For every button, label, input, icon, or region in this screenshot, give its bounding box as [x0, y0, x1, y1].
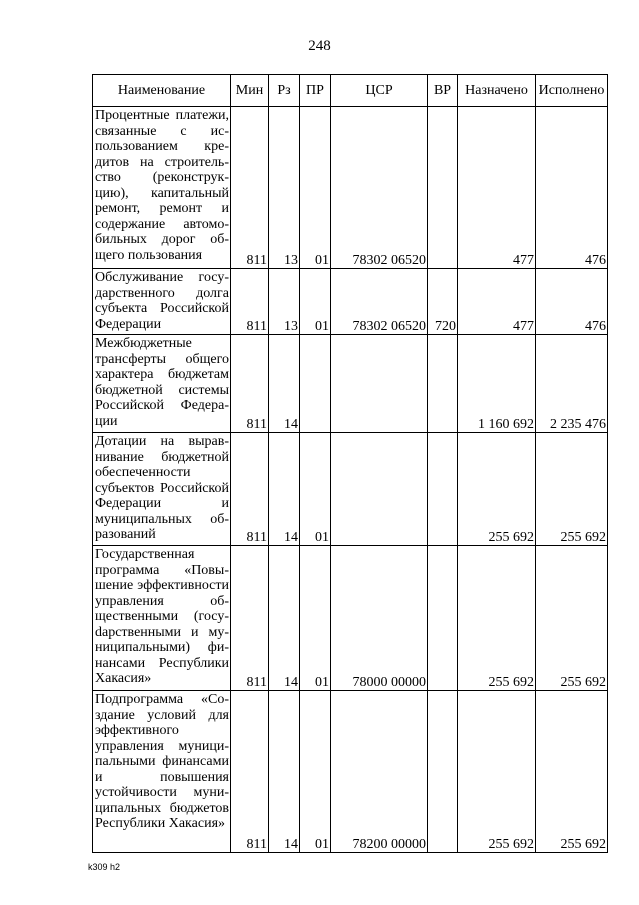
row-vr: 720: [428, 269, 458, 335]
row-pr: 01: [300, 433, 331, 546]
row-rz: 14: [269, 546, 300, 691]
header-executed: Исполнено: [536, 75, 608, 107]
header-name: Наименование: [93, 75, 231, 107]
row-assigned: 255 692: [458, 546, 536, 691]
page-number: 248: [308, 38, 331, 54]
row-vr: [428, 433, 458, 546]
row-executed: 476: [536, 107, 608, 269]
row-pr: 01: [300, 269, 331, 335]
row-csr: 78000 00000: [331, 546, 428, 691]
table-header-row: [93, 75, 608, 107]
table-row: [93, 546, 608, 691]
row-pr: [300, 335, 331, 433]
row-csr: [331, 433, 428, 546]
row-rz: 13: [269, 107, 300, 269]
row-min: 811: [231, 107, 269, 269]
row-csr: [331, 335, 428, 433]
row-vr: [428, 546, 458, 691]
row-executed: 255 692: [536, 546, 608, 691]
row-name: Межбюджетные трансферты общего характера бюджетам бюджетной системы Российской Федерации: [93, 335, 231, 433]
row-assigned: 255 692: [458, 433, 536, 546]
row-vr: [428, 107, 458, 269]
row-min: 811: [231, 546, 269, 691]
row-csr: 78302 06520: [331, 269, 428, 335]
row-name: Процентные платежи, связанные с использованием кредитов на строительство (реконструкцию), капитальный ремонт, ремонт и содержание автомобильных дорог общего пользования: [93, 107, 231, 269]
row-pr: 01: [300, 107, 331, 269]
row-pr: 01: [300, 691, 331, 853]
row-name: Обслуживание государственного долга субъекта Российской Федерации: [93, 269, 231, 335]
table-row: [93, 335, 608, 433]
row-vr: [428, 335, 458, 433]
row-name: Государственная программа «Повышение эффективности управления общественными (госуdарственными и муниципальными) финансами Республики Хакасия»: [93, 546, 231, 691]
header-pr: ПР: [300, 75, 331, 107]
row-executed: 2 235 476: [536, 335, 608, 433]
row-executed: 255 692: [536, 433, 608, 546]
row-rz: 13: [269, 269, 300, 335]
header-assigned: Назначено: [458, 75, 536, 107]
row-rz: 14: [269, 433, 300, 546]
row-name: Дотации на выравнивание бюджетной обеспеченности субъектов Российской Федерации и муниципальных образований: [93, 433, 231, 546]
header-rz: Рз: [269, 75, 300, 107]
header-vr: ВР: [428, 75, 458, 107]
row-vr: [428, 691, 458, 853]
table-row: [93, 691, 608, 853]
row-csr: 78200 00000: [331, 691, 428, 853]
table-row: [93, 269, 608, 335]
table-row: [93, 107, 608, 269]
row-assigned: 477: [458, 107, 536, 269]
row-min: 811: [231, 433, 269, 546]
row-pr: 01: [300, 546, 331, 691]
footer-code: k309 h2: [88, 862, 121, 872]
row-assigned: 477: [458, 269, 536, 335]
row-assigned: 255 692: [458, 691, 536, 853]
row-min: 811: [231, 335, 269, 433]
header-csr: ЦСР: [331, 75, 428, 107]
row-rz: 14: [269, 691, 300, 853]
row-assigned: 1 160 692: [458, 335, 536, 433]
row-rz: 14: [269, 335, 300, 433]
row-csr: 78302 06520: [331, 107, 428, 269]
row-executed: 255 692: [536, 691, 608, 853]
row-min: 811: [231, 269, 269, 335]
budget-table: [92, 74, 608, 853]
row-executed: 476: [536, 269, 608, 335]
header-min: Мин: [231, 75, 269, 107]
row-name: Подпрограмма «Создание условий для эффективного управления муниципальными финансами и повышения устойчивости муниципальных бюджетов Республики Хакасия»: [93, 691, 231, 853]
table-row: [93, 433, 608, 546]
row-min: 811: [231, 691, 269, 853]
